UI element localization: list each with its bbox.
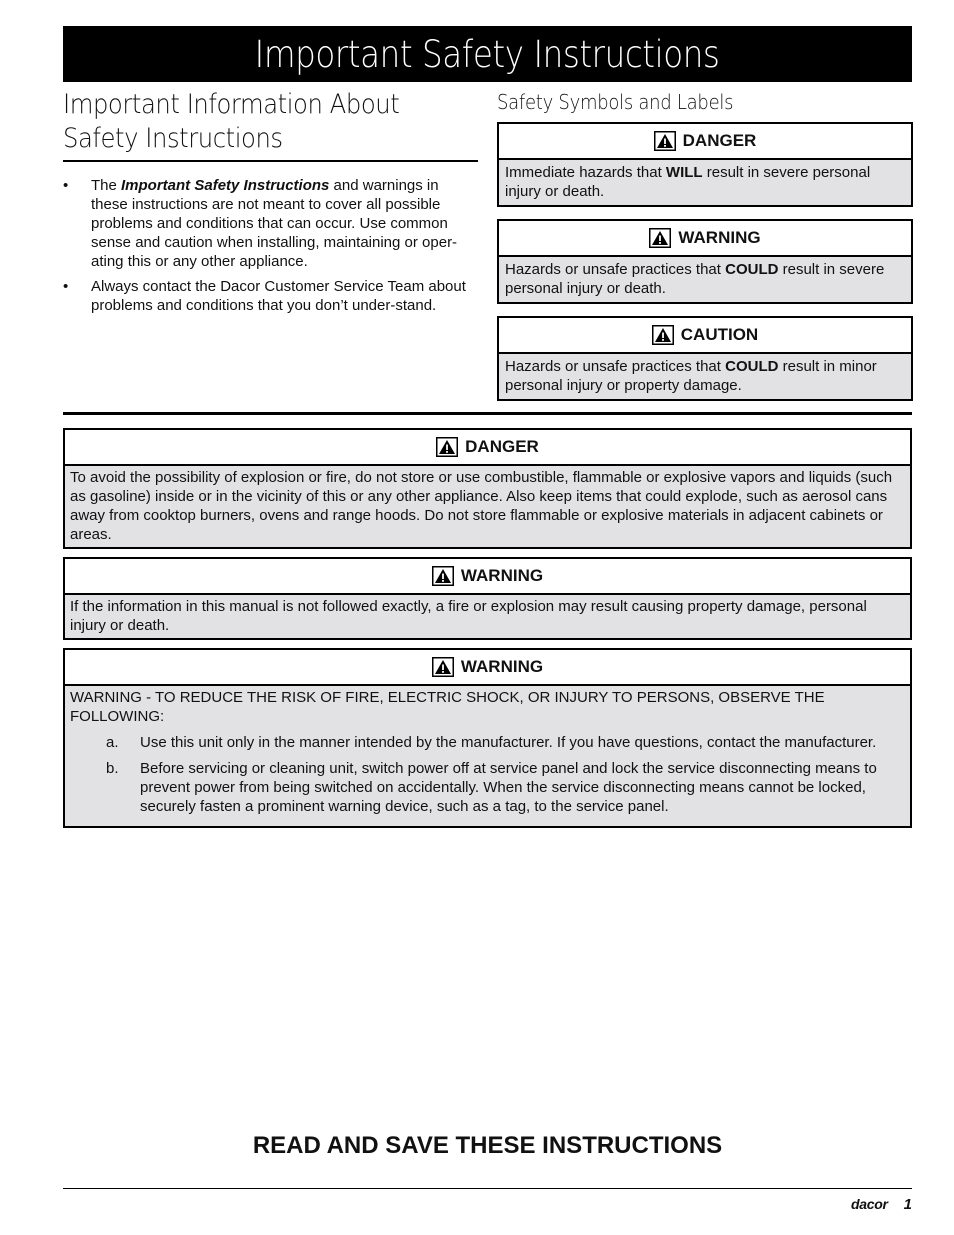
page-number: 1 <box>903 1196 912 1213</box>
label-description: Hazards or unsafe practices that COULD result in severe personal injury or death. <box>499 257 911 302</box>
warning-label-box <box>497 219 913 304</box>
notice-body: To avoid the possibility of explosion or fire, do not store or use combustible, flammable or explosive vapors and liquids (such as gasoline) inside or in the vicinity of this or any other appliance. Also keep items that could explode, such as aerosol cans away from cooktop burners, ovens and range hoods. Do not store flammable or explosive materials in adjacent cabinets or areas. <box>65 466 910 547</box>
warning-triangle-icon <box>654 131 676 151</box>
safety-notices <box>63 428 912 836</box>
warning-notice-electrical <box>63 648 912 828</box>
warning-notice <box>63 557 912 640</box>
list-item: a. Use this unit only in the manner intended by the manufacturer. If you have questions, contact the manufacturer. <box>106 734 877 751</box>
label-title: DANGER <box>682 131 757 150</box>
warning-triangle-icon <box>652 325 674 345</box>
label-title: WARNING <box>678 228 761 247</box>
dacor-logo: dacor <box>851 1196 888 1212</box>
bullet-item: • The Important Safety Instructions and warnings in these instructions are not meant to cover all possible problems and conditions that can occur. Use common sense and caution when installing, maintaining or oper-ating this or any other appliance. <box>63 177 458 270</box>
warning-triangle-icon <box>432 566 454 586</box>
list-item: b. Before servicing or cleaning unit, switch power off at service panel and lock the service disconnecting means to prevent power from being switched on accidentally. When the service disconnecting means cannot be locked, securely fasten a prominent warning device, such as a tag, to the service panel. <box>106 760 877 815</box>
page-title: Important Safety Instructions <box>255 32 720 76</box>
warning-triangle-icon <box>432 657 454 677</box>
notice-title: WARNING <box>460 657 544 676</box>
section-heading: Safety Symbols and Labels <box>497 90 734 114</box>
caution-label-box <box>497 316 913 401</box>
notice-title: WARNING <box>460 566 544 585</box>
section-heading: Important Information About Safety Instructions <box>63 88 478 162</box>
bullet-glyph: • <box>63 278 69 295</box>
emphasis-text: Important Safety Instructions <box>121 177 330 194</box>
footer-rule <box>63 1188 912 1189</box>
read-and-save-notice: READ AND SAVE THESE INSTRUCTIONS <box>252 1132 723 1159</box>
danger-label-box <box>497 122 913 207</box>
notice-body: WARNING - TO REDUCE THE RISK OF FIRE, ELECTRIC SHOCK, OR INJURY TO PERSONS, OBSERVE THE FOLLOWING: a. Use this unit only in the manner intended by the manufacturer. If you have questions, contact the manufacturer. b. Before servicing or cleaning unit, switch power off at service panel and lock the service disconnecting means to prevent power from being switched on accidentally. When the service disconnecting means cannot be locked, securely fasten a prominent warning device, such as a tag, to the service panel. <box>65 686 910 826</box>
notice-body: If the information in this manual is not followed exactly, a fire or explosion may result causing property damage, personal injury or death. <box>65 595 910 638</box>
bullet-item: • Always contact the Dacor Customer Service Team about problems and conditions that you don’t under-stand. <box>63 278 466 314</box>
danger-notice <box>63 428 912 549</box>
instruction-list <box>70 733 905 816</box>
safety-symbols-section <box>497 88 913 413</box>
important-information-section <box>63 88 478 321</box>
page-title-bar <box>63 26 912 82</box>
bullet-glyph: • <box>63 177 69 194</box>
page-footer <box>851 1196 912 1213</box>
section-divider <box>63 412 912 415</box>
warning-triangle-icon <box>436 437 458 457</box>
label-description: Immediate hazards that WILL result in severe personal injury or death. <box>499 160 911 205</box>
bullet-list <box>63 176 478 315</box>
label-title: CAUTION <box>680 325 759 344</box>
warning-triangle-icon <box>649 228 671 248</box>
label-description: Hazards or unsafe practices that COULD result in minor personal injury or property damage. <box>499 354 911 399</box>
notice-title: DANGER <box>465 437 539 456</box>
